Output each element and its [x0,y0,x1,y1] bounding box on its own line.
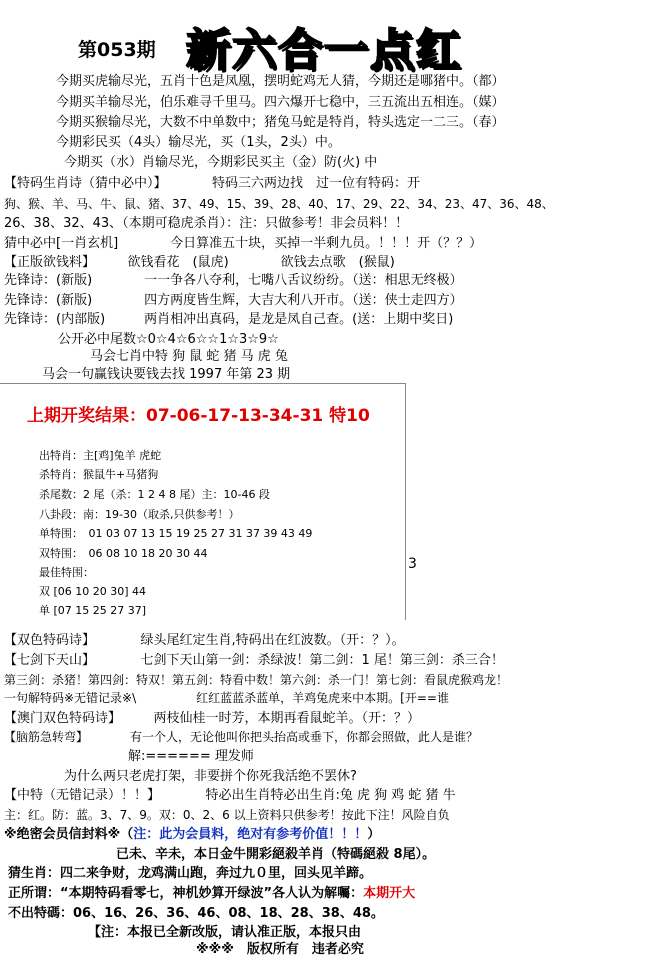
member-note-prefix: ※绝密会员信封料※（ [4,827,134,842]
bottom-line-7: 解:====== 理发师 [128,749,254,764]
line-8: 26、38、32、43、（本期可稳虎杀肖）：注：只做参考！非会员料！！ [4,216,409,231]
bottom-line-14 [8,885,415,902]
line-10: 【正版欲钱料】 欲钱看花 (鼠虎) 欲钱去点歌 (猴鼠) [4,255,395,270]
line-5: 今期买（水）肖输尽光，今期彩民买主（金）防(火) 中 [64,155,378,170]
bottom-line-10: 主：红。防：蓝。3、7、9。双：0、2、6 以上资料只供参考！按此下注！风险自负 [4,808,450,822]
line-13: 先锋诗：(内部版) 两肖相冲出真码，是龙是凤自己查。(送：上期中奖日) [4,312,454,327]
line-1: 今期买虎输尽光，五肖十色是凤凰，摆明蛇鸡无人猜，今期还是哪猪中。（都） [56,74,505,89]
result-line-4: 八卦段：南：19-30（取杀,只供参考！） [39,508,240,521]
last-draw-result: 上期开奖结果：07-06-17-13-34-31 特10 [27,406,370,426]
bottom-line-6: 【脑筋急转弯】 有一个人，无论他叫你把头抬高或垂下，你都会照做，此人是谁？ [4,730,479,744]
line-16: 马会一句赢钱诀要钱去找 1997 年第 23 期 [42,367,291,382]
line-12: 先锋诗：(新版) 四方两度皆生辉，大吉大利八开市。（送：侠士走四方） [4,293,463,308]
bottom-line-17: ※※※ 版权所有 违者必究 [196,942,364,957]
bottom-line-13: 猜生肖：四二来争财，龙鸡满山跑，奔过九０里，回头见羊蹄。 [8,866,373,881]
bottom-line-12: 已未、辛未，本日金牛開彩絕殺羊肖（特碼絕殺 8尾）。 [116,847,436,862]
result-line-9: 单 [07 15 25 27 37] [39,604,147,617]
newspaper-title: 新六合一点红 [186,25,462,76]
result-line-2: 杀特肖：猴鼠牛+马猪狗 [39,468,159,481]
line-15: 马会七肖中特 狗 鼠 蛇 猪 马 虎 兔 [90,349,288,364]
bottom-line-16: 【注：本报已全新改版，请认准正版，本报只由 [88,925,362,940]
bottom-line-5: 【澳门双色特码诗】 两枝仙桂一时芳，本期再看鼠蛇羊。（开：？） [4,711,421,726]
bottom-line-15: 不出特碼：06、16、26、36、46、08、18、28、38、48。 [8,906,384,921]
result-line-3: 杀尾数：2 尾（杀：1 2 4 8 尾）主：10-46 段 [39,488,270,501]
result-line-8: 双 [06 10 20 30] 44 [39,585,147,598]
result-line-7: 最佳特围： [39,566,94,579]
arrow-mark: 3 [408,556,417,572]
line-11: 先锋诗：(新版) 一一争各八夺利，七嘴八舌议纷纷。（送：相思无终极） [4,273,463,288]
line-6: 【特码生肖诗（猜中必中）】 特码三六两边找 过一位有特码：开 [4,176,421,191]
bottom-line-8: 为什么两只老虎打架，非要拼个你死我活绝不罢休? [64,769,357,784]
bottom-line-2: 【七剑下天山】 七剑下天山第一剑：杀绿波！第二剑：1 尾！第三剑：杀三合！ [4,653,504,668]
member-note-body: 注：此为会員料，绝对有参考价值！！！ [133,827,368,842]
member-note-suffix: ） [367,827,381,842]
bottom-line-4: 一句解特码※无错记录※\ 红红蓝蓝杀蓝单，羊鸡兔虎来中本期。[开==谁 [4,691,449,705]
bottom-line-3: 第三剑：杀猪！第四剑：特双！第五剑：特看中数！第六剑：杀一门！第七剑：看鼠虎猴鸡龙！ [4,673,509,687]
bottom-line-1: 【双色特码诗】 绿头尾红定生肖,特码出在红波数。（开：？）。 [4,633,405,648]
saying-text: 正所谓：“本期特码看零七，神机妙算开绿波”各人认为解囑： [8,886,364,901]
line-7: 狗、猴、羊、马、牛、鼠、猪、37、49、15、39、28、40、17、29、22、34、23、47、36、48、 [4,197,554,211]
line-9: 猜中必中[一肖玄机] 今日算准五十块，买掉一半剩九员。！！！开（？？） [4,236,483,251]
line-2: 今期买羊输尽光，伯乐难寻千里马。四六爆开七稳中，三五流出五相连。（媒） [56,95,505,110]
issue-number: 第053期 [78,39,156,61]
line-3: 今期买猴输尽光，大数不中单数中；猪兔马蛇是特肖，特头选定一二三。（春） [56,115,505,130]
member-note [4,826,380,843]
result-line-5: 单特围： 01 03 07 13 15 19 25 27 31 37 39 43 49 [39,527,313,540]
bottom-line-9: 【中特（无错记录）！！】 特必出生肖特必出生肖:兔 虎 狗 鸡 蛇 猪 牛 [4,788,456,803]
line-14: 公开必中尾数☆0☆4☆6☆☆1☆3☆9☆ [58,332,279,347]
saying-result: 本期开大 [363,886,416,901]
line-4: 今期彩民买（4头）输尽光，买（1头，2头）中。 [56,135,341,150]
result-line-1: 出特肖：主[鸡]兔羊 虎蛇 [39,449,162,462]
result-line-6: 双特围： 06 08 10 18 20 30 44 [39,547,208,560]
